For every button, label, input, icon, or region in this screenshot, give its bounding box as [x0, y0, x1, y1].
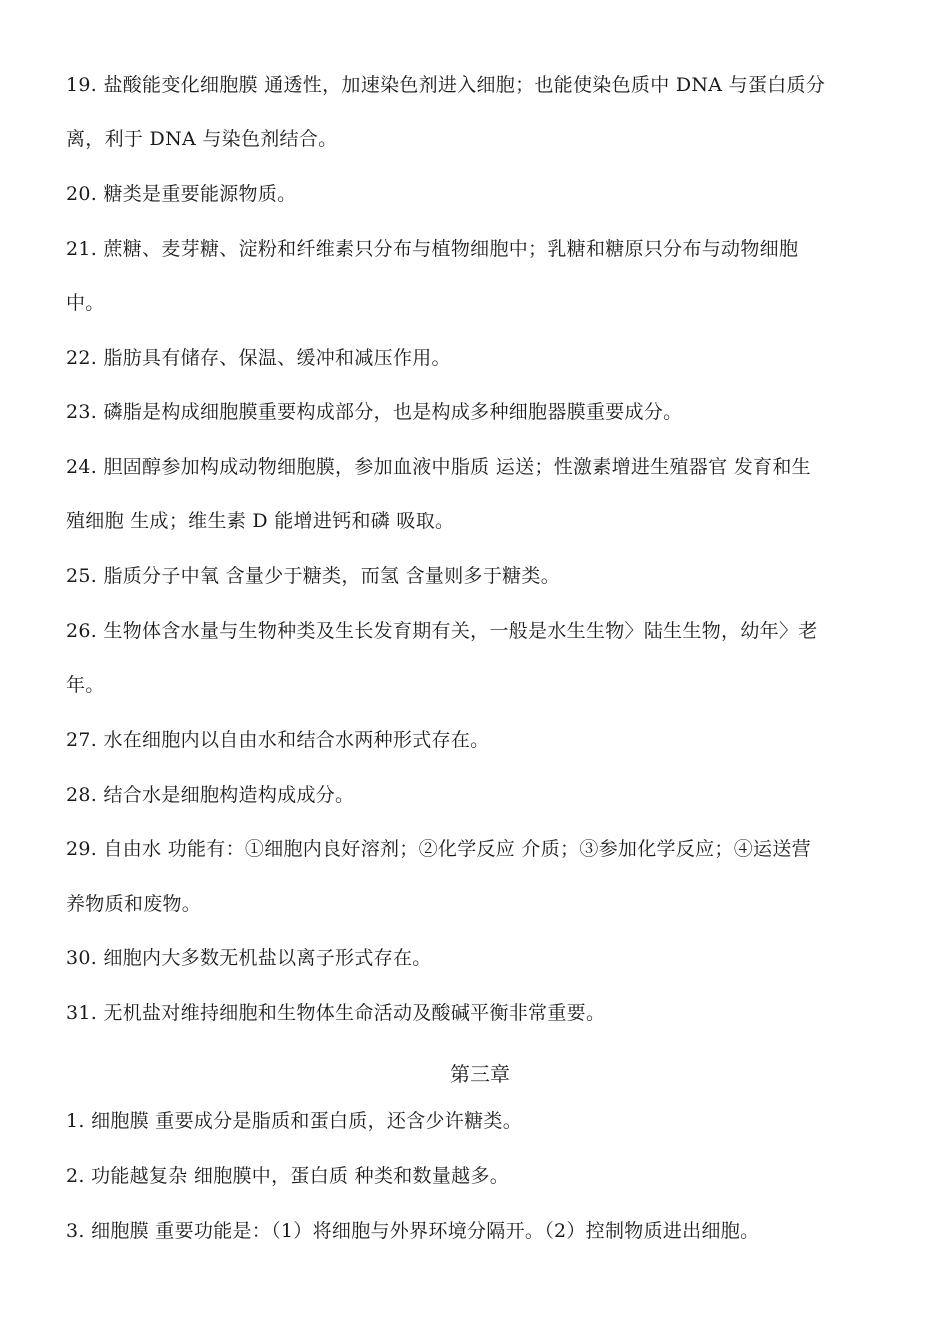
text-line: 21. 蔗糖、麦芽糖、淀粉和纤维素只分布与植物细胞中；乳糖和糖原只分布与动物细胞: [66, 238, 799, 260]
text-line: 2. 功能越复杂 细胞膜中，蛋白质 种类和数量越多。: [66, 1165, 510, 1187]
text-line: 1. 细胞膜 重要成分是脂质和蛋白质，还含少许糖类。: [66, 1110, 523, 1132]
text-line: 殖细胞 生成；维生素 D 能增进钙和磷 吸取。: [66, 510, 455, 532]
text-line: 26. 生物体含水量与生物种类及生长发育期有关，一般是水生生物〉陆生生物，幼年〉老: [66, 620, 818, 642]
text-line: 27. 水在细胞内以自由水和结合水两种形式存在。: [66, 729, 490, 751]
text-line: 年。: [66, 674, 105, 696]
text-line: 25. 脂质分子中氧 含量少于糖类，而氢 含量则多于糖类。: [66, 565, 561, 587]
text-line: 30. 细胞内大多数无机盐以离子形式存在。: [66, 947, 432, 969]
text-line: 19. 盐酸能变化细胞膜 通透性，加速染色剂进入细胞；也能使染色质中 DNA 与蛋白质分: [66, 74, 826, 96]
text-line: 离，利于 DNA 与染色剂结合。: [66, 128, 338, 150]
text-line: 中。: [66, 292, 105, 314]
text-line: 23. 磷脂是构成细胞膜重要构成部分，也是构成多种细胞器膜重要成分。: [66, 401, 683, 423]
text-line: 24. 胆固醇参加构成动物细胞膜，参加血液中脂质 运送；性激素增进生殖器官 发育和生: [66, 456, 811, 478]
text-line: 31. 无机盐对维持细胞和生物体生命活动及酸碱平衡非常重要。: [66, 1002, 606, 1024]
text-line: 28. 结合水是细胞构造构成成分。: [66, 784, 355, 806]
text-line: 养物质和废物。: [66, 893, 202, 915]
text-line: 22. 脂肪具有储存、保温、缓冲和减压作用。: [66, 347, 451, 369]
text-line: 29. 自由水 功能有：①细胞内良好溶剂；②化学反应 介质；③参加化学反应；④运送营: [66, 838, 811, 860]
chapter-heading: 第三章: [450, 1062, 510, 1086]
text-line: 3. 细胞膜 重要功能是：（1）将细胞与外界环境分隔开。（2）控制物质进出细胞。: [66, 1220, 760, 1242]
text-line: 20. 糖类是重要能源物质。: [66, 183, 297, 205]
